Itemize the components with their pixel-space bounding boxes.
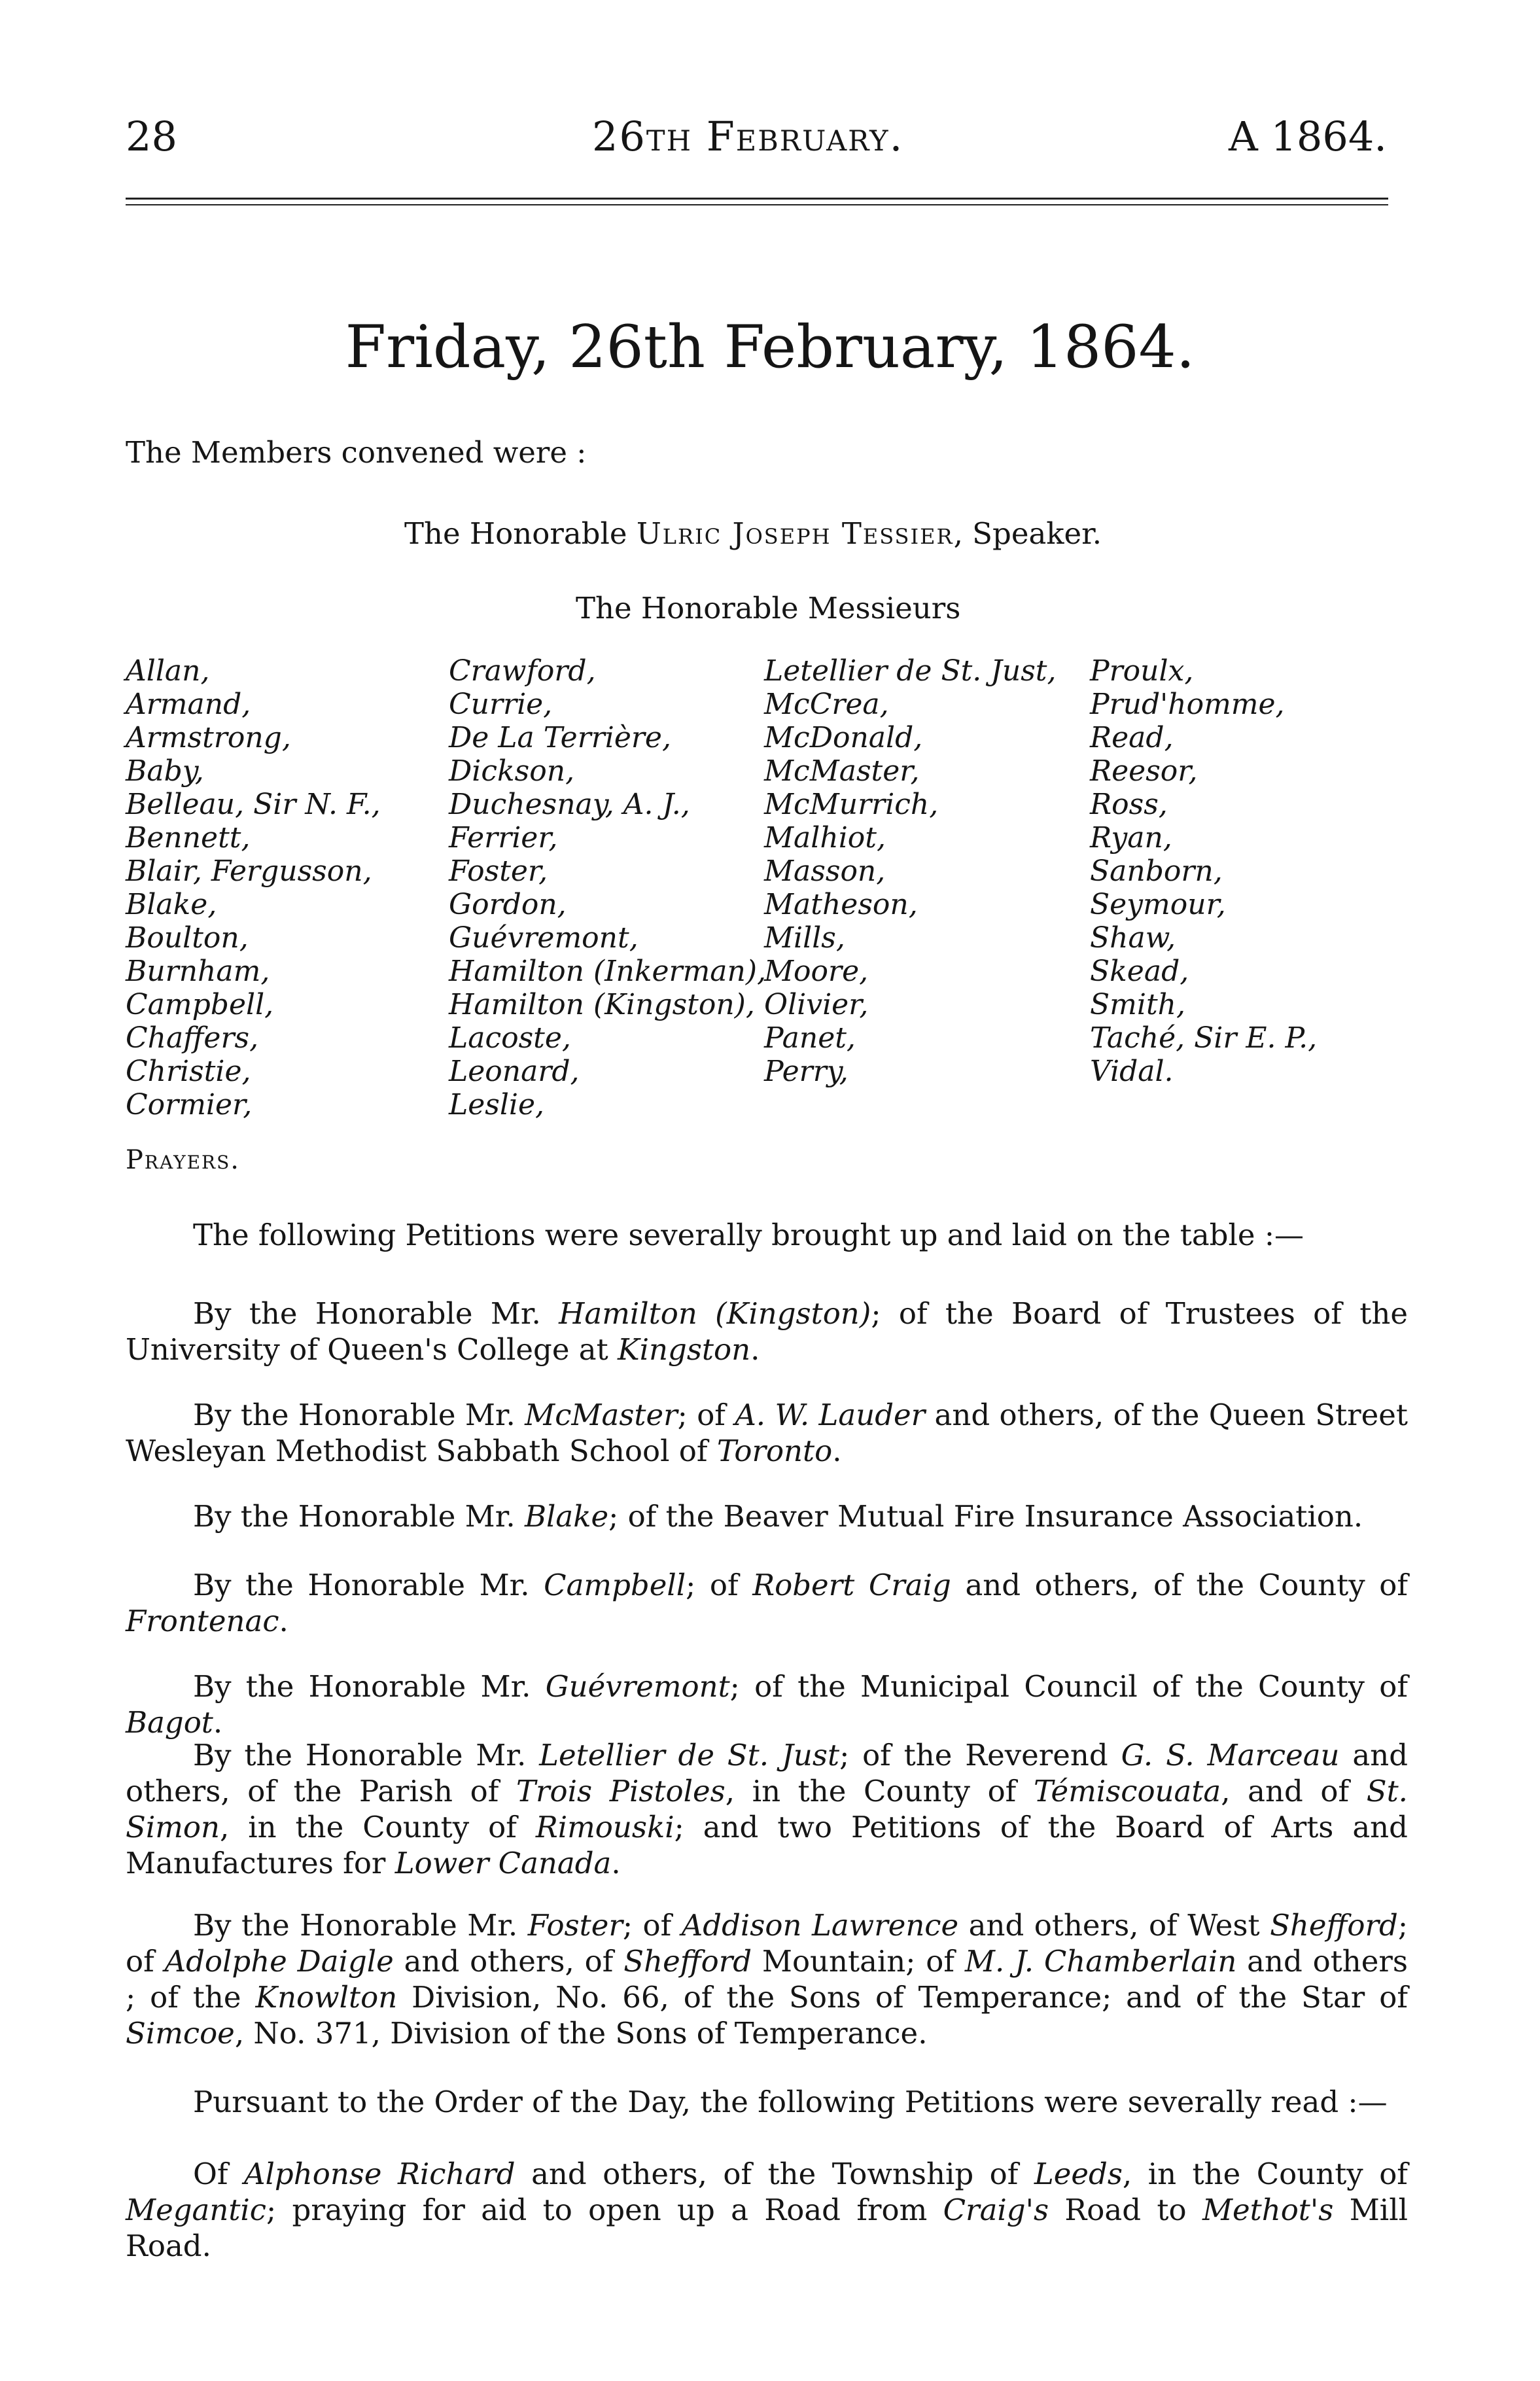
text-run: Simcoe <box>126 2016 235 2051</box>
member-name: Chaffers, <box>126 1021 259 1055</box>
member-name: Perry, <box>764 1055 849 1088</box>
text-run: and others, of the Parish of <box>126 1738 1409 1808</box>
text-run: ; and two Petitions of the Board of Arts and Manufactures for <box>126 1810 1408 1880</box>
member-name: Seymour, <box>1090 888 1226 921</box>
text-run: Hamilton (Kingston) <box>559 1296 871 1331</box>
text-run: Knowlton <box>255 1980 398 2015</box>
text-run: Methot's <box>1202 2193 1334 2227</box>
member-name: De La Terrière, <box>449 721 671 754</box>
member-name: Olivier, <box>764 988 869 1021</box>
member-name: Guévremont, <box>449 921 639 955</box>
member-name: Ryan, <box>1090 821 1172 855</box>
text-run: ; of <box>686 1568 739 1602</box>
member-name: Currie, <box>449 688 553 721</box>
text-run: Adolphe Daigle <box>164 1944 394 1979</box>
member-name: Campbell, <box>126 988 274 1021</box>
member-name: Proulx, <box>1090 654 1194 688</box>
text-run: . <box>279 1604 289 1638</box>
text-run: St. Simon <box>126 1774 1408 1844</box>
text-run: . <box>611 1846 621 1880</box>
text-run: Of <box>193 2157 228 2191</box>
members-column-3 <box>764 654 1056 1088</box>
members-column-4 <box>1090 654 1317 1088</box>
order-of-day <box>126 2084 1408 2120</box>
header-rule-bottom <box>126 204 1388 205</box>
members-column-2 <box>449 654 766 1121</box>
text-run: By the Honorable Mr. <box>193 1738 527 1773</box>
petitions-intro-text: The following Petitions were severally brought up and laid on the table :— <box>193 1218 1304 1252</box>
member-name: Duchesnay, A. J., <box>449 788 690 821</box>
text-run: ; of the Municipal Council of the County of <box>729 1669 1408 1704</box>
text-run: Craig's <box>943 2193 1049 2227</box>
text-run: , No. 371, Division of the Sons of Temperance. <box>234 2016 928 2051</box>
text-run: , in the County of <box>1122 2157 1408 2191</box>
text-run: By the Honorable Mr. <box>193 1568 530 1602</box>
member-name: McCrea, <box>764 688 889 721</box>
member-name: Blake, <box>126 888 217 921</box>
text-run: By the Honorable Mr. <box>193 1908 518 1943</box>
text-run: ; of <box>622 1908 672 1943</box>
member-name: Allan, <box>126 654 210 688</box>
text-run: By the Honorable Mr. <box>193 1398 516 1432</box>
member-name: Armand, <box>126 688 251 721</box>
member-name: Matheson, <box>764 888 918 921</box>
member-name: McMaster, <box>764 754 920 788</box>
member-name: Smith, <box>1090 988 1185 1021</box>
text-run: Addison Lawrence <box>681 1908 959 1943</box>
text-run: Témiscouata <box>1033 1774 1221 1808</box>
speaker-line <box>404 516 1102 552</box>
petitions-intro <box>126 1217 1408 1253</box>
member-name: Vidal. <box>1090 1055 1174 1088</box>
member-name: Leslie, <box>449 1088 545 1121</box>
text-run: Lower Canada <box>394 1846 612 1880</box>
text-run: M. J. Chamberlain <box>964 1944 1237 1979</box>
text-run: Blake <box>524 1499 609 1534</box>
member-name: Taché, Sir E. P., <box>1090 1021 1318 1055</box>
header-rule-top <box>126 198 1388 200</box>
text-run: By the Honorable Mr. <box>193 1669 531 1704</box>
member-name: Malhiot, <box>764 821 886 855</box>
text-run: Shefford <box>623 1944 752 1979</box>
member-name: Lacoste, <box>449 1021 571 1055</box>
petition-entry <box>126 1567 1408 1639</box>
text-run: By the Honorable Mr. <box>193 1296 541 1331</box>
member-name: Reesor, <box>1090 754 1198 788</box>
text-run: A. W. Lauder <box>735 1398 926 1432</box>
text-run: Guévremont <box>545 1669 730 1704</box>
member-name: Gordon, <box>449 888 567 921</box>
petition-entry <box>126 1907 1408 2051</box>
text-run: . <box>832 1434 842 1468</box>
speaker-name: Ulric Joseph Tessier <box>636 516 954 551</box>
text-run: ; of the Reverend <box>839 1738 1108 1773</box>
text-run: Frontenac <box>126 1604 279 1638</box>
text-run: ; of the Beaver Mutual Fire Insurance Association. <box>608 1499 1363 1534</box>
text-run: Mill Road. <box>126 2193 1408 2263</box>
member-name: Prud'homme, <box>1090 688 1285 721</box>
member-name: Boulton, <box>126 921 249 955</box>
text-run: . <box>213 1705 223 1740</box>
text-run: . <box>750 1332 760 1367</box>
petition-entry <box>126 1296 1408 1367</box>
members-column-1 <box>126 654 381 1121</box>
order-of-day-text: Pursuant to the Order of the Day, the following Petitions were severally read :— <box>193 2085 1388 2119</box>
year-label: A 1864. <box>1229 113 1387 160</box>
messieurs-heading: The Honorable Messieurs <box>576 591 961 626</box>
text-run: Letellier de St. Just <box>539 1738 840 1773</box>
text-run: Kingston <box>618 1332 751 1367</box>
member-name: McDonald, <box>764 721 923 754</box>
prayers-heading: Prayers. <box>126 1145 240 1175</box>
text-run: Campbell <box>544 1568 686 1602</box>
member-name: Bennett, <box>126 821 251 855</box>
text-run: Toronto <box>716 1434 833 1468</box>
member-name: Baby, <box>126 754 204 788</box>
text-run: Bagot <box>126 1705 213 1740</box>
member-name: Burnham, <box>126 955 270 988</box>
petition-entry <box>126 1737 1408 1881</box>
member-name: Letellier de St. Just, <box>764 654 1057 688</box>
member-name: Leonard, <box>449 1055 580 1088</box>
petition-entry <box>126 1397 1408 1469</box>
text-run: Rimouski <box>535 1810 674 1844</box>
member-name: Shaw, <box>1090 921 1176 955</box>
text-run: By the Honorable Mr. <box>193 1499 516 1534</box>
member-name: Panet, <box>764 1021 856 1055</box>
text-run: , and of <box>1221 1774 1350 1808</box>
text-run: G. S. Marceau <box>1121 1738 1340 1773</box>
member-name: Armstrong, <box>126 721 291 754</box>
text-run: McMaster <box>525 1398 678 1432</box>
member-name: Moore, <box>764 955 869 988</box>
running-title: 26th February. <box>592 113 904 160</box>
members-convened: The Members convened were : <box>126 435 587 470</box>
member-name: Hamilton (Inkerman), <box>449 955 767 988</box>
member-name: Ferrier, <box>449 821 558 855</box>
member-name: Skead, <box>1090 955 1189 988</box>
text-run: , in the County of <box>219 1810 517 1844</box>
member-name: Belleau, Sir N. F., <box>126 788 381 821</box>
speaker-suffix: , Speaker. <box>953 516 1102 551</box>
text-run: Foster <box>527 1908 623 1943</box>
petition-entry <box>126 1498 1408 1534</box>
text-run: ; of <box>677 1398 726 1432</box>
text-run: and others, of West <box>968 1908 1260 1943</box>
text-run: and others, of the Township of <box>531 2157 1019 2191</box>
page-title: Friday, 26th February, 1864. <box>345 313 1195 381</box>
text-run: ; of <box>126 1908 1408 1979</box>
page-number: 28 <box>126 113 177 160</box>
text-run: , in the County of <box>725 1774 1017 1808</box>
text-run: Robert Craig <box>752 1568 951 1602</box>
text-run: and others, of the Queen Street Wesleyan Methodist Sabbath School of <box>126 1398 1408 1468</box>
text-run: Leeds <box>1034 2157 1123 2191</box>
member-name: Crawford, <box>449 654 596 688</box>
speaker-prefix: The Honorable <box>404 516 627 551</box>
text-run: Mountain; of <box>761 1944 955 1979</box>
text-run: Megantic <box>126 2193 267 2227</box>
member-name: Hamilton (Kingston), <box>449 988 755 1021</box>
petition-entry <box>126 1668 1408 1740</box>
member-name: Dickson, <box>449 754 575 788</box>
text-run: Trois Pistoles <box>516 1774 726 1808</box>
text-run: Division, No. 66, of the Sons of Temperance; and of the Star of <box>411 1980 1409 2015</box>
member-name: Christie, <box>126 1055 251 1088</box>
member-name: Masson, <box>764 855 886 888</box>
member-name: Sanborn, <box>1090 855 1223 888</box>
member-name: Cormier, <box>126 1088 253 1121</box>
text-run: Alphonse Richard <box>244 2157 516 2191</box>
text-run: ; of the Board of Trustees of the University of Queen's College at <box>126 1296 1408 1367</box>
text-run: and others, of <box>404 1944 614 1979</box>
text-run: Shefford <box>1270 1908 1398 1943</box>
member-name: Mills, <box>764 921 845 955</box>
member-name: McMurrich, <box>764 788 939 821</box>
member-name: Ross, <box>1090 788 1168 821</box>
text-run: and others, of the County of <box>965 1568 1408 1602</box>
text-run: and others ; of the <box>126 1944 1409 2015</box>
text-run: Road to <box>1064 2193 1187 2227</box>
read-petition <box>126 2156 1408 2264</box>
member-name: Read, <box>1090 721 1174 754</box>
member-name: Blair, Fergusson, <box>126 855 372 888</box>
text-run: ; praying for aid to open up a Road from <box>266 2193 928 2227</box>
member-name: Foster, <box>449 855 548 888</box>
